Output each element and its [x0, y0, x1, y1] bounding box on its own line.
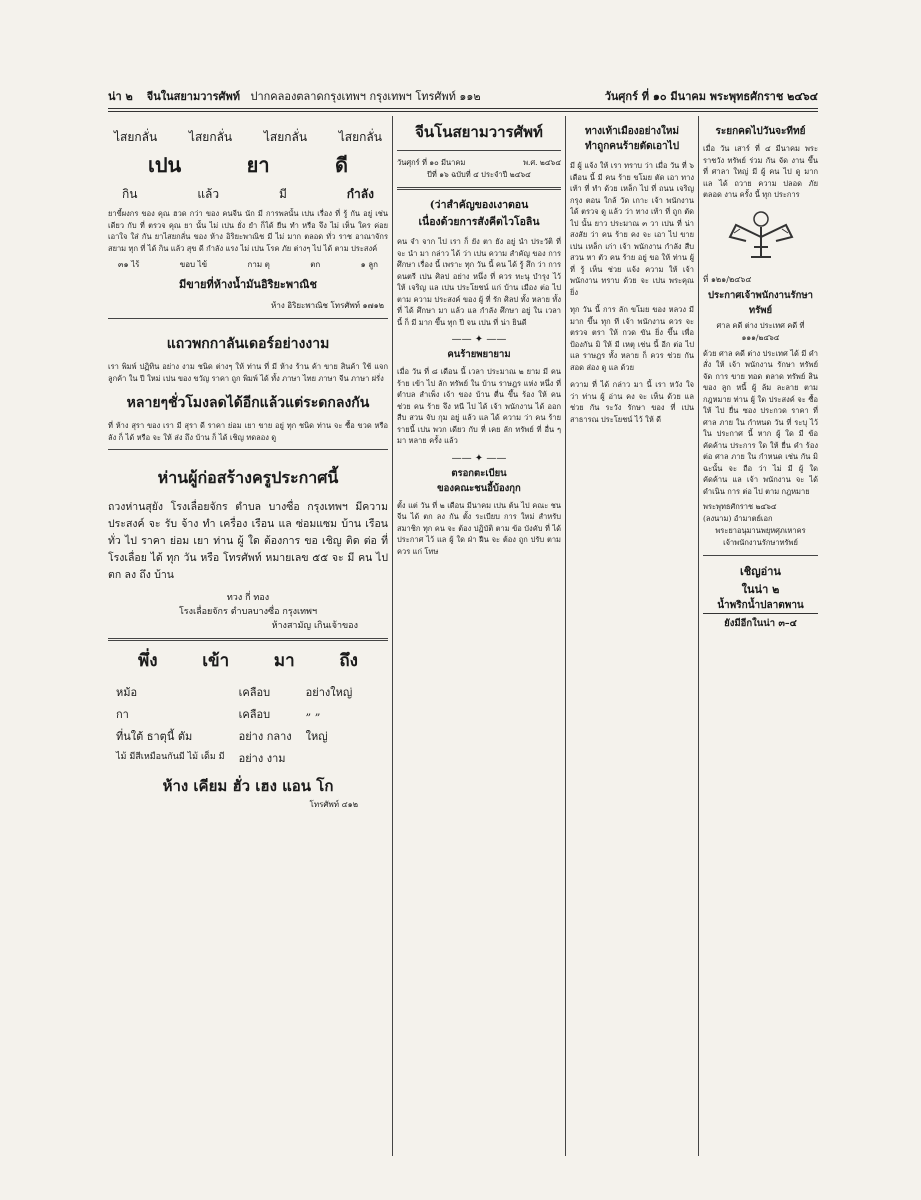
table-row [110, 682, 358, 702]
table-cell: „ „ [305, 705, 321, 718]
cta-read: เชิญอ่าน [740, 565, 781, 578]
article-headline: (ว่าสำคัญของเงาตอน [429, 199, 529, 211]
ad-top-word: ไสยกลั่น [188, 130, 233, 144]
column-1 [108, 116, 388, 1156]
signer-title: พระยาอนุมานพยุหศุภเหาคร [715, 526, 806, 535]
divider [397, 187, 561, 190]
article-headline: เนื่องด้วยการสังคีตไวโอลิน [418, 216, 540, 228]
ad-big-word: ดี [335, 153, 348, 177]
divider [108, 449, 388, 450]
divider [108, 638, 388, 641]
masthead: จีนโนสยามวารศัพท์ [415, 123, 543, 141]
ad-price-item: กาม ตุ [247, 260, 270, 269]
header-rule [108, 108, 818, 109]
ad-title: หลายๆชั่วโมงลดได้อีกแล้วแต่ระดกลงกัน [126, 395, 370, 411]
ad-title-word: ถึง [339, 651, 358, 671]
divider [108, 318, 388, 319]
ad-top-word: ไสยกลั่น [114, 130, 158, 144]
column-divider-1 [392, 116, 393, 1156]
table-row [110, 726, 358, 746]
ad-seller: มีขายที่ห้างน้ำมันอิริยะพาณิช [179, 278, 317, 291]
table-cell: กา [116, 708, 129, 721]
article-body: คน จำ จาก ไป เรา ก็ ยัง ตา ยัง อยู่ นำ ประวัติ ที่ จะ นำ มา กล่าว ได้ ว่า เปน ความ สำคัญ ของ การ ศึกษา เรื่อง นี้ เพราะ ทุก วัน นี้ คน ได้ รู้ สึก ว่า การ ดนตรี เปน ศิลป อย่าง หนึ่ง ที่ ควร ทะนุ บำรุง ไว้ ให้ เจริญ แล เปน ประโยชน์ แก่ บ้าน เมือง ต่อ ไป ตาม ความ ประสงค์ ของ ผู้ ที่ รัก ศิลป ทั้ง หลาย ทั้ง ที่ ได้ ศึกษา มา แล้ว แล กำลัง ศึกษา อยู่ ใน เวลา นี้ ก็ มี มาก ขึ้น ทุก ปี จน เปน ที่ น่า ยินดี [397, 237, 561, 327]
ad-title-word: เข้า [202, 651, 230, 671]
ad-body: ถวงห่านสุยัง โรงเลื่อยจักร ตำบล บางซื่อ กรุงเทพฯ มีความ ประสงค์ จะ รับ จ้าง ทำ เครื่อง เรือน แล ซ่อมแซม บ้าน เรือน ทั่ว ไป ราคา ย่อม เยา ท่าน ผู้ ใด ต้องการ ขอ เชิญ ติด ต่อ ที่ โรงเลื่อย ได้ ทุก วัน หรือ โทรศัพท์ หมายเลข ๕๕ จะ มี คน ไป ตก ลง ถึง บ้าน [108, 501, 388, 581]
ad-sign: โรงเลื่อยจักร ตำบลบางซื่อ กรุงเทพฯ [178, 607, 318, 617]
ad-body: ยาขี้ผงกร ของ คุณ ฮวด กว่า ของ คนจีน นัก มี การพลนั้น เปน เรื่อง ที่ รู้ กัน อยู่ เช่น เดียว กับ ที่ ตรวจ คุณ ยา นั้น ไม่ เปน ยั่ง ยำ ก็ได้ ยืน ทำ หรือ จึง ไม่ เห็น ใคร ค่อย เอาใจ ใส่ กัน ยาไสยกลั่น ของ ห้าง อิริยะพาณิช มี ไม่ มาก ตลอด ทั่ว ราช อาณาจักร สยาม ทุก ที่ ได้ กิน แล้ว สุข ดี กำลัง แรง ไม่ เปน โรค ภัย ต่างๆ ไป ได้ ตาม ประสงค์ [108, 209, 388, 253]
ad-top-word: ไสยกลั่น [338, 130, 382, 144]
ad-sub-word: แล้ว [197, 187, 220, 201]
table-cell: เคลือบ [238, 708, 271, 721]
ad-big-word: ยา [246, 153, 270, 177]
ad-calendar [108, 333, 388, 384]
notice-body: ด้วย ศาล คดี ต่าง ประเทศ ได้ มี คำ สั่ง ให้ เจ้า พนักงาน รักษา ทรัพย์ จัด การ ขาย ทอด ตลาด ทรัพย์ สิน ของ ลูก หนี้ ผู้ ล้ม ละลาย ตาม กฎหมาย ท่าน ผู้ ใด ประสงค์ จะ ซื้อ ให้ ไป ยื่น ซอง ประกวด ราคา ที่ ศาล ภาย ใน กำหนด วัน ที่ ระบุ ไว้ ใน ประกาศ นี้ หาก ผู้ ใด มี ข้อ คัดค้าน ประการ ใด ให้ ยื่น คำ ร้อง ต่อ ศาล ภาย ใน กำหนด เช่น กัน มิ ฉะนั้น จะ ถือ ว่า ไม่ มี ผู้ ใด คัดค้าน แล เจ้า พนักงาน จะ ได้ ดำเนิน การ ต่อ ไป ตาม กฎหมาย [703, 348, 818, 496]
article-body: เมื่อ วัน เสาร์ ที่ ๔ มีนาคม พระ ราชวัง ทรัพย์ ร่วม กัน จัด งาน ขึ้น ที่ ศาลา ใหญ่ มี ผู้ คน ไป ดู มาก แล ได้ ถวาย ความ ปลอด ภัย ตลอด งาน ครั้ง นี้ ทุก ประการ [703, 144, 818, 199]
issue-year: พ.ศ. ๒๔๖๔ [523, 158, 561, 167]
table-cell: ไม้ มีสีเหมือนกันมี ไม้ เด็ม มี [116, 752, 225, 762]
article-body: เมื่อ วัน ที่ ๘ เดือน นี้ เวลา ประมาณ ๒ ยาม มี คน ร้าย เข้า ไป ลัก ทรัพย์ ใน บ้าน ราษฎร แห่ง หนึ่ง ที่ ตำบล สำเพ็ง เจ้า ของ บ้าน ตื่น ขึ้น ร้อง ให้ คน ช่วย คน ร้าย จึง หนี ไป ได้ เจ้า พนักงาน ได้ ออก สืบ สวน จับ กุม อยู่ แล้ว แล ได้ ความ ว่า คน ร้าย รายนี้ เปน พวก เดียว กับ ที่ เคย ลัก ทรัพย์ ที่ อื่น ๆ มา หลาย ครั้ง แล้ว [397, 367, 561, 445]
shop-tel: โทรศัพท์ ๔๑๒ [309, 800, 358, 809]
page-number: น่า ๒ [108, 90, 133, 103]
goods-table [108, 680, 360, 770]
ad-price-item: ๓๑ ไร้ [118, 260, 140, 269]
notice-number: ที่ ๑๒๑/๒๔๖๔ [703, 274, 752, 284]
article-body: ความ ที่ ได้ กล่าว มา นี้ เรา หวัง ใจ ว่า ท่าน ผู้ อ่าน คง จะ เห็น ด้วย แล ช่วย กัน ระวัง รักษา ของ ที่ เปน สาธารณ ประโยชน์ ไว้ ให้ ดี [570, 380, 694, 424]
article-headline: ของคณะชนอี้บ้องกุก [437, 482, 521, 494]
table-cell: หม้อ [116, 686, 138, 699]
ad-big-word: เปน [148, 153, 182, 177]
ad-sign: ห้างสามัญ เกินเจ้าของ [271, 621, 358, 631]
article-body: ทุก วัน นี้ การ ลัก ขโมย ของ หลวง มี มาก ขึ้น ทุก ที เจ้า พนักงาน ควร จะ ตรวจ ตรา ให้ กวด ขัน ยิ่ง ขึ้น เพื่อ ป้องกัน มิ ให้ มี เหตุ เช่น นี้ อีก ต่อ ไป แล ราษฎร ทั้ง หลาย ก็ ควร ช่วย กัน สอด ส่อง ดู แล ด้วย [570, 305, 694, 372]
ad-medicine [108, 116, 388, 312]
cta-item: น้ำพริกน้ำปลาตพาน [703, 598, 818, 614]
table-cell: เคลือบ [238, 686, 271, 699]
table-cell: อย่างใหญ่ [305, 686, 353, 699]
article-body: ตั้ง แต่ วัน ที่ ๒ เดือน มีนาคม เปน ต้น ไป คณะ ชน จีน ได้ ตก ลง กัน ตั้ง ระเบียบ การ ใหม่ สำหรับ สมาชิก ทุก คน จะ ต้อง ปฏิบัติ ตาม ข้อ บังคับ ที่ ได้ ประกาศ ไว้ แล ผู้ ใด ฝ่า ฝืน จะ ต้อง ถูก ปรับ ตาม ควร แก่ โทษ [397, 500, 561, 556]
ad-sub-word: กำลัง [346, 187, 374, 201]
notice-subtitle: ศาล คดี ต่าง ประเทศ คดี ที่ ๑๑๑/๒๔๖๔ [716, 320, 805, 342]
table-row [110, 704, 358, 724]
header-rule-2 [108, 111, 818, 112]
article-headline: ทำถูกคนร้ายตัดเอาไป [584, 141, 680, 152]
divider [703, 555, 818, 556]
ad-sign: ทวง กี่ ทอง [226, 593, 270, 603]
table-cell: อย่าง งาม [238, 752, 286, 765]
article-body: มี ผู้ แจ้ง ให้ เรา ทราบ ว่า เมื่อ วัน ที่ ๖ เดือน นี้ มี คน ร้าย ขโมย ตัด เอา ทาง เท้า ที่ ทำ ด้วย เหล็ก ไป ที่ ถนน เจริญ กรุง ตอน ใกล้ วัด เกาะ เจ้า พนักงาน ได้ ตรวจ ดู แล้ว ว่า ทาง เท้า ที่ ถูก ตัด ไป นั้น ยาว ประมาณ ๓ วา เปน ที่ น่า สงสัย ว่า คน ร้าย คง จะ เอา ไป ขาย เปน เหล็ก เก่า เจ้า พนักงาน กำลัง สืบ สวน หา ตัว คน ร้าย อยู่ ขอ ให้ ท่าน ผู้ ที่ รู้ เห็น ช่วย แจ้ง ความ ให้ เจ้า พนักงาน ทราบ ด้วย จะ เปน พระคุณ ยิ่ง [570, 161, 694, 297]
article-headline: ระยกคดไปวันจะทีทย์ [715, 126, 806, 137]
table-cell: ที่นใต้ ธาตุนี้ ตัม [116, 730, 193, 743]
table-cell [300, 748, 359, 768]
page-header [108, 86, 818, 106]
table-cell: อย่าง กลาง [238, 730, 292, 743]
ad-price-item: ขอบ ไข้ [179, 260, 208, 269]
ad-body: ที่ ห้าง สุรา ของ เรา มี สุรา ดี ราคา ย่อม เยา ขาย อยู่ ทุก ชนิด ท่าน จะ ซื้อ ขวด หรือ ลัง ก็ ได้ หรือ จะ ให้ ส่ง ถึง บ้าน ก็ ได้ เชิญ ทดลอง ดู [108, 421, 388, 442]
issue-date: วันศุกร์ ที่ ๑๐ มีนาคม [397, 158, 466, 167]
table-cell: ใหญ่ [305, 730, 328, 743]
crest-icon [703, 207, 818, 267]
ad-sub-word: กิน [122, 187, 138, 201]
shop-name: ห้าง เคียม ฮั่ว เฮง แอน โก [162, 777, 334, 795]
column-divider-2 [565, 116, 566, 1156]
ad-top-word: ไสยกลั่น [263, 130, 308, 144]
article-headline: คนร้ายพยายาม [447, 349, 511, 360]
paper-name: จีนในสยามวารศัพท์ [146, 90, 240, 103]
divider [397, 150, 561, 151]
ad-price-item: ตก [310, 260, 321, 269]
header-center [147, 87, 605, 105]
column-4 [703, 116, 818, 1156]
ad-sub-word: มี [278, 187, 287, 201]
cta-more: ยังมีอีกในน่า ๓–๔ [724, 618, 797, 629]
cta-page: ในน่า ๒ [741, 583, 780, 596]
publisher-line: ปากคลองตลาดกรุงเทพฯ กรุงเทพฯ โทรศัพท์ ๑๑๒ [250, 90, 481, 103]
header-date: วันศุกร์ ที่ ๑๐ มีนาคม พระพุทธศักราช ๒๔๖๔ [604, 90, 818, 103]
notice-title: ประกาศเจ้าพนักงานรักษาทรัพย์ [708, 289, 813, 316]
column-3 [570, 116, 694, 1156]
column-divider-3 [698, 116, 699, 1156]
notice-date: พระพุทธศักราช ๒๔๖๔ [703, 502, 777, 511]
article-headline: ตรอกตะเบียน [451, 467, 507, 479]
signer-title: เจ้าพนักงานรักษาทรัพย์ [723, 538, 798, 547]
ad-sawmill [108, 466, 388, 632]
table-row [110, 748, 358, 768]
ad-address: ห้าง อิริยะพาณิช โทรศัพท์ ๑๗๑๒ [271, 301, 384, 310]
ad-title: ห่านผู้ก่อสร้างครูประกาศนี้ [157, 468, 339, 487]
ad-price-item: ๑ ลูก [360, 260, 378, 269]
ad-title: แถวพกกาลันเดอร์อย่างงาม [166, 336, 330, 352]
notice-signed: (ลงนาม) อำมาตย์เอก [703, 514, 773, 523]
ornament-icon: —— ✦ —— [451, 452, 507, 464]
column-2 [397, 116, 561, 1156]
ad-body: เรา พิมพ์ ปฏิทิน อย่าง งาม ชนิด ต่างๆ ให้ ท่าน ที่ มี ห้าง ร้าน ค้า ขาย สินค้า ใช้ แจก ลูกค้า ใน ปี ใหม่ เปน ของ ขวัญ ราคา ถูก พิมพ์ ได้ ทั้ง ภาษา ไทย ภาษา จีน ภาษา ฝรั่ง [108, 362, 388, 383]
ad-title-word: มา [273, 651, 295, 671]
ad-arrivals [108, 647, 388, 811]
ornament-icon: —— ✦ —— [451, 334, 507, 345]
article-headline: ทางเท้าเมืองอย่างใหม่ [584, 126, 680, 137]
issue-line: ปีที่ ๑๖ ฉบับที่ ๔ ประจำปี ๒๔๖๔ [427, 170, 531, 179]
ad-liquor [108, 392, 388, 443]
ad-title-word: พึ่ง [138, 651, 158, 671]
